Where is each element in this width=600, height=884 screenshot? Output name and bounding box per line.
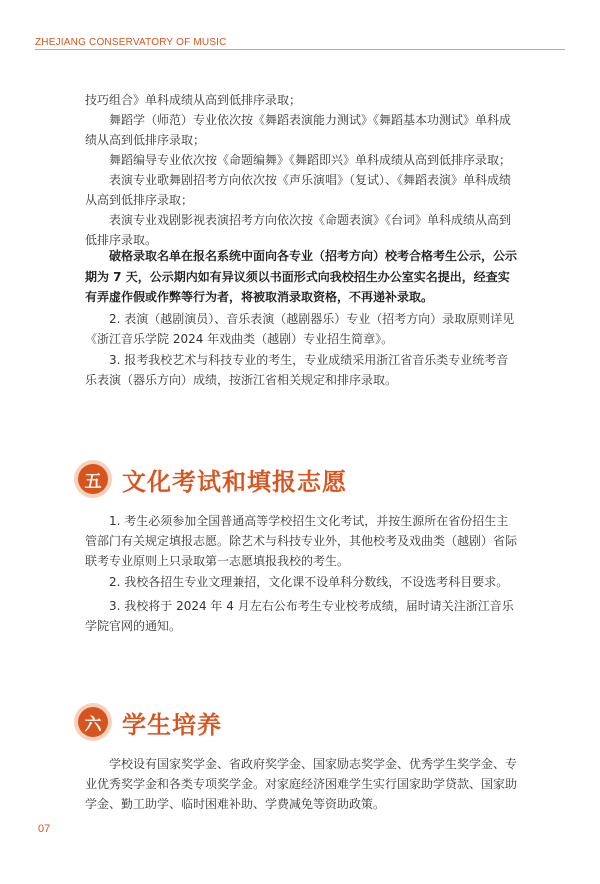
notice-paragraph: 破格录取名单在报名系统中面向各专业（招考方向）校考合格考生公示，公示期为 7 天，公示期内如有异议须以书面形式向我校招生办公室实名提出，经查实有弄虚作假或作弊等行为者，将被取消录取资格，不再递补录取。 xyxy=(85,249,518,304)
header-title: ZHEJIANG CONSERVATORY OF MUSIC xyxy=(35,37,227,48)
paragraph: 2. 表演（越剧演员）、音乐表演（越剧器乐）专业（招考方向）录取原则详见《浙江音乐学院 2024 年戏曲类（越剧）专业招生简章》。 xyxy=(85,312,515,346)
paragraph: 表演专业戏剧影视表演招考方向依次按《命题表演》《台词》单科成绩从高到低排序录取。 xyxy=(85,213,512,247)
paragraph: 舞蹈学（师范）专业依次按《舞蹈表演能力测试》《舞蹈基本功测试》单科成绩从高到低排序录取； xyxy=(85,113,512,147)
section-number-icon xyxy=(74,703,112,741)
section-number-icon xyxy=(74,460,112,498)
paragraph: 3. 我校将于 2024 年 4 月左右公布考生专业校考成绩，届时请关注浙江音乐学院官网的通知。 xyxy=(85,599,514,633)
section-number: 五 xyxy=(78,464,108,494)
paragraph: 技巧组合》单科成绩从高到低排序录取； xyxy=(85,93,302,107)
paragraph: 3. 报考我校艺术与科技专业的考生，专业成绩采用浙江省音乐类专业统考音乐表演（器乐方向）成绩，按浙江省相关规定和排序录取。 xyxy=(85,353,509,387)
paragraph: 舞蹈编导专业依次按《命题编舞》《舞蹈即兴》单科成绩从高到低排序录取； xyxy=(109,153,512,167)
header-divider xyxy=(35,49,565,50)
paragraph: 1. 考生必须参加全国普通高等学校招生文化考试，并按生源所在省份招生主管部门有关规定填报志愿。除艺术与科技专业外，其他校考及戏曲类（越剧）省际联考专业原则上只录取第一志愿填报我校的考生。 xyxy=(85,514,518,568)
paragraph: 2. 我校各招生专业文理兼招，文化课不设单科分数线，不设选考科目要求。 xyxy=(109,575,509,589)
section-title: 学生培养 xyxy=(122,710,222,739)
paragraph: 表演专业歌舞剧招考方向依次按《声乐演唱》（复试）、《舞蹈表演》单科成绩从高到低排序录取； xyxy=(85,173,512,207)
page-number: 07 xyxy=(38,823,51,835)
section-title: 文化考试和填报志愿 xyxy=(122,467,347,496)
paragraph: 学校设有国家奖学金、省政府奖学金、国家励志奖学金、优秀学生奖学金、专业优秀奖学金和各类专项奖学金。对家庭经济困难学生实行国家助学贷款、国家助学金、勤工助学、临时困难补助、学费减免等资助政策。 xyxy=(85,757,518,811)
section-number: 六 xyxy=(78,707,108,737)
